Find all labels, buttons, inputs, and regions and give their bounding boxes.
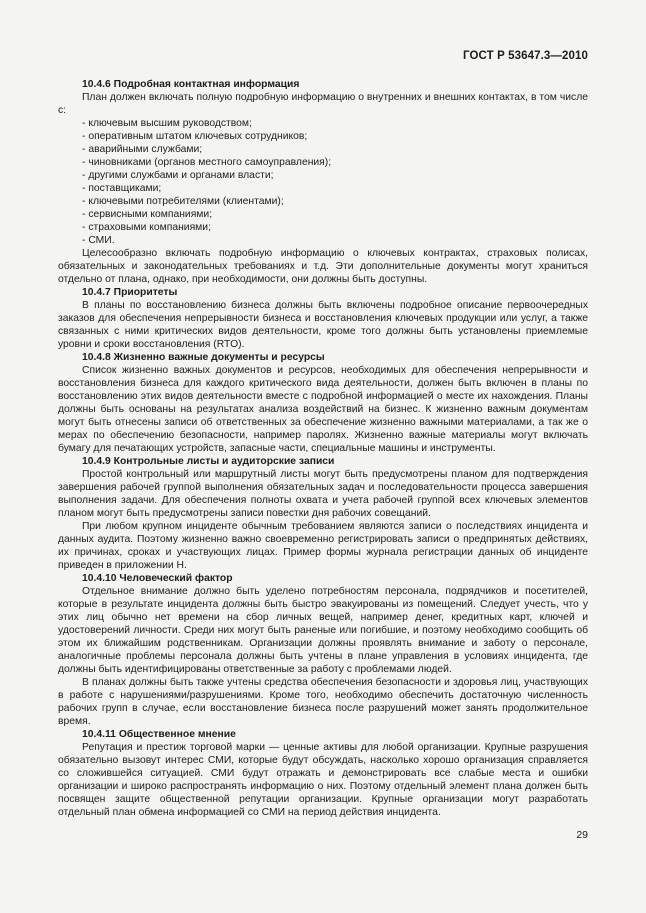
section-heading-10-4-7: 10.4.7 Приоритеты [82, 287, 178, 298]
list-item: - страховыми компаниями; [82, 222, 211, 233]
list-item: - аварийными службами; [82, 144, 203, 155]
paragraph: Простой контрольный или маршрутный листы могут быть предусмотрены планом для подтверждения завершения рабочей группой выполнения обязательных задач и последовательности процесса завершения выполнения задачи. Для обеспечения полноты охвата и учета рабочей группой всех ключевых элементов планом могут быть предусмотрены записи повестки дня рабочих совещаний. [58, 469, 588, 519]
standard-header: ГОСТ Р 53647.3—2010 [463, 50, 588, 62]
paragraph: В планы по восстановлению бизнеса должны быть включены подробное описание первоочередных заказов для обеспечения непрерывности бизнеса и восстановления ключевых продукции или услуг, а также связанных с ними критических видов деятельности, кроме того должны быть установлены приемлемые уровни и сроки восстановления (RTO). [58, 300, 588, 350]
paragraph: Отдельное внимание должно быть уделено потребностям персонала, подрядчиков и посетителей, которые в результате инцидента должны быть быстро эвакуированы из помещений. Следует учесть, что у этих лиц обычно нет времени на сбор личных вещей, например денег, кредитных карт, ключей и удостоверений личности. Среди них могут быть раненые или погибшие, и поэтому необходимо сообщить об этом их ближайшим родственникам. Организации должны проявлять внимание и заботу о персонале, аналогичные проблемы персонала должны быть учтены в плане управления в условиях инцидента, где должны быть идентифицированы ответственные за работу с проблемами людей. [58, 586, 588, 675]
list-item: - сервисными компаниями; [82, 209, 213, 220]
list-item: - чиновниками (органов местного самоуправления); [82, 157, 332, 168]
paragraph: В планах должны быть также учтены средства обеспечения безопасности и здоровья лиц, участвующих в работе с нарушениями/разрушениями. Кроме того, необходимо обеспечить достаточную численность рабочих групп в случае, если восстановление бизнеса после разрушений может занять продолжительное время. [58, 677, 588, 727]
paragraph: Репутация и престиж торговой марки — ценные активы для любой организации. Крупные разрушения обязательно вызовут интерес СМИ, которые будут обсуждать, насколько хорошо организация справляется со сложившейся ситуацией. СМИ будут отражать и демонстрировать все слабые места и ошибки организации и широко распространять информацию о них. Поэтому отдельный элемент плана должен быть посвящен защите общественной репутации организации. Крупные организации могут разработать отдельный план обмена информацией со СМИ на период действия инцидента. [58, 742, 588, 818]
list-item: - СМИ. [82, 235, 115, 246]
page-number: 29 [576, 829, 588, 841]
section-heading-10-4-8: 10.4.8 Жизненно важные документы и ресурсы [82, 352, 325, 363]
paragraph: План должен включать полную подробную информацию о внутренних и внешних контактах, в том числе с: [58, 92, 588, 116]
list-item: - оперативным штатом ключевых сотрудников; [82, 131, 308, 142]
paragraph: При любом крупном инциденте обычным требованием являются записи о последствиях инцидента и данных аудита. Поэтому жизненно важно своевременно регистрировать записи о предпринятых действиях, их причинах, сроках и участвующих лицах. Пример формы журнала регистрации данных об инциденте приведен в приложении Н. [58, 521, 588, 571]
list-item: - поставщиками; [82, 183, 162, 194]
section-heading-10-4-6: 10.4.6 Подробная контактная информация [82, 79, 300, 90]
list-item: - ключевым высшим руководством; [82, 118, 252, 129]
section-heading-10-4-11: 10.4.11 Общественное мнение [82, 729, 236, 740]
paragraph: Целесообразно включать подробную информацию о ключевых контрактах, страховых полисах, обязательных и законодательных требованиях и т.д. Эти дополнительные документы могут храниться отдельно от плана, однако, при необходимости, они должны быть доступны. [58, 248, 588, 285]
section-heading-10-4-9: 10.4.9 Контрольные листы и аудиторские записи [82, 456, 335, 467]
paragraph: Список жизненно важных документов и ресурсов, необходимых для обеспечения непрерывности и восстановления бизнеса для каждого критического вида деятельности, должен быть включен в планы по восстановлению этих видов деятельности вместе с подробной информацией о месте их нахождения. Планы должны быть основаны на результатах анализа воздействий на бизнес. К жизненно важным документам могут быть отнесены записи об ответственных за обеспечение жизненно важными материалами, а так же о мерах по обеспечению безопасности, например паролях. Жизненно важные материалы могут включать бумагу для печатающих устройств, запасные части, специальные машины и инструменты. [58, 365, 588, 454]
list-item: - ключевыми потребителями (клиентами); [82, 196, 284, 207]
document-body [58, 78, 588, 819]
list-item: - другими службами и органами власти; [82, 170, 274, 181]
section-heading-10-4-10: 10.4.10 Человеческий фактор [82, 573, 233, 584]
